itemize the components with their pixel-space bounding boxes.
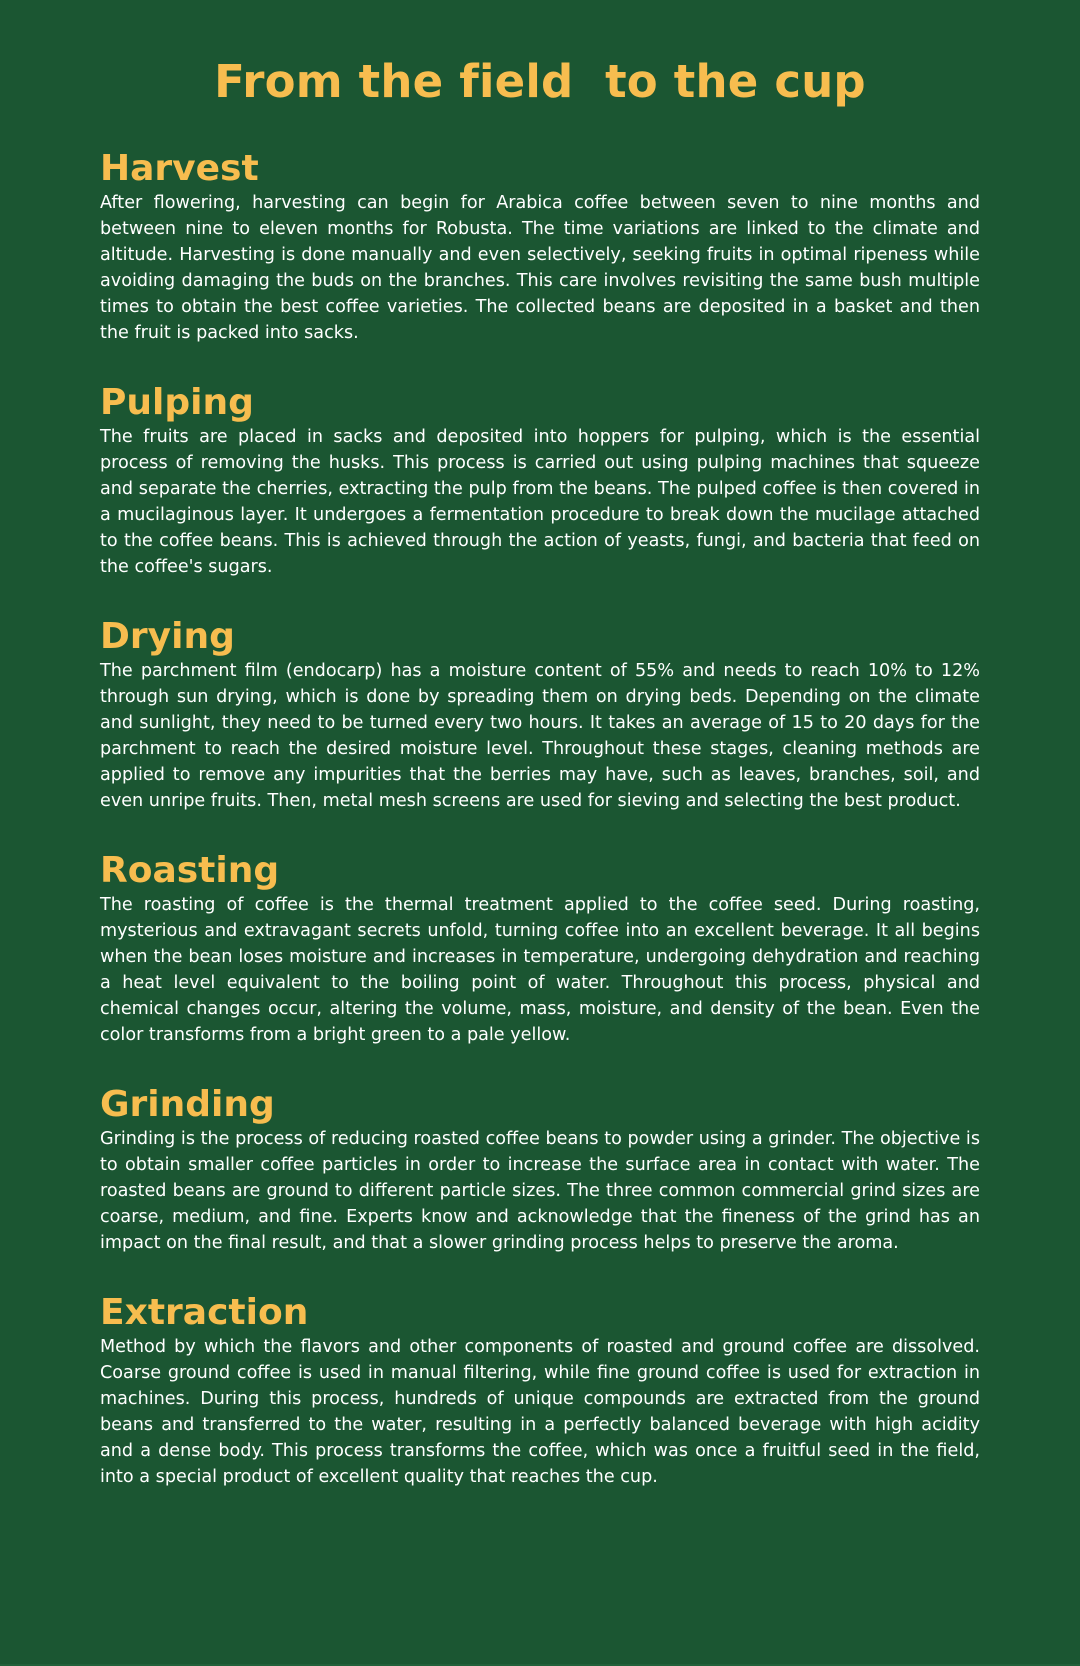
section-extraction	[100, 1292, 980, 1490]
section-roasting	[100, 850, 980, 1048]
section-heading-drying: Drying	[100, 616, 235, 657]
section-heading-roasting: Roasting	[100, 850, 280, 891]
page-title: From the field to the cup	[214, 55, 866, 108]
section-heading-grinding: Grinding	[100, 1084, 275, 1125]
section-heading-harvest: Harvest	[100, 148, 259, 189]
section-heading-pulping: Pulping	[100, 382, 254, 423]
section-body-drying: The parchment film (endocarp) has a moisture content of 55% and needs to reach 10% to 12% through sun drying, which is done by spreading them on drying beds. Depending on the climate and sunlight, they need to be turned every two hours. It takes an average of 15 to 20 days for the parchment to reach the desired moisture level. Throughout these stages, cleaning methods are applied to remove any impurities that the berries may have, such as leaves, branches, soil, and even unripe fruits. Then, metal mesh screens are used for sieving and selecting the best product.	[100, 661, 980, 811]
section-body-harvest: After flowering, harvesting can begin for Arabica coffee between seven to nine months and between nine to eleven months for Robusta. The time variations are linked to the climate and altitude. Harvesting is done manually and even selectively, seeking fruits in optimal ripeness while avoiding damaging the buds on the branches. This care involves revisiting the same bush multiple times to obtain the best coffee varieties. The collected beans are deposited in a basket and then the fruit is packed into sacks.	[100, 193, 980, 343]
section-grinding	[100, 1084, 980, 1256]
section-heading-extraction: Extraction	[100, 1292, 309, 1333]
section-pulping	[100, 382, 980, 580]
section-body-extraction: Method by which the flavors and other components of roasted and ground coffee are dissolved. Coarse ground coffee is used in manual filtering, while fine ground coffee is used for extraction in machines. During this process, hundreds of unique compounds are extracted from the ground beans and transferred to the water, resulting in a perfectly balanced beverage with high acidity and a dense body. This process transforms the coffee, which was once a fruitful seed in the field, into a special product of excellent quality that reaches the cup.	[100, 1337, 980, 1487]
section-drying	[100, 616, 980, 814]
section-harvest	[100, 148, 980, 346]
section-body-grinding: Grinding is the process of reducing roasted coffee beans to powder using a grinder. The objective is to obtain smaller coffee particles in order to increase the surface area in contact with water. The roasted beans are ground to different particle sizes. The three common commercial grind sizes are coarse, medium, and fine. Experts know and acknowledge that the fineness of the grind has an impact on the final result, and that a slower grinding process helps to preserve the aroma.	[100, 1129, 980, 1253]
section-body-pulping: The fruits are placed in sacks and deposited into hoppers for pulping, which is the essential process of removing the husks. This process is carried out using pulping machines that squeeze and separate the cherries, extracting the pulp from the beans. The pulped coffee is then covered in a mucilaginous layer. It undergoes a fermentation procedure to break down the mucilage attached to the coffee beans. This is achieved through the action of yeasts, fungi, and bacteria that feed on the coffee's sugars.	[100, 427, 980, 577]
section-body-roasting: The roasting of coffee is the thermal treatment applied to the coffee seed. During roasting, mysterious and extravagant secrets unfold, turning coffee into an excellent beverage. It all begins when the bean loses moisture and increases in temperature, undergoing dehydration and reaching a heat level equivalent to the boiling point of water. Throughout this process, physical and chemical changes occur, altering the volume, mass, moisture, and density of the bean. Even the color transforms from a bright green to a pale yellow.	[100, 895, 980, 1045]
